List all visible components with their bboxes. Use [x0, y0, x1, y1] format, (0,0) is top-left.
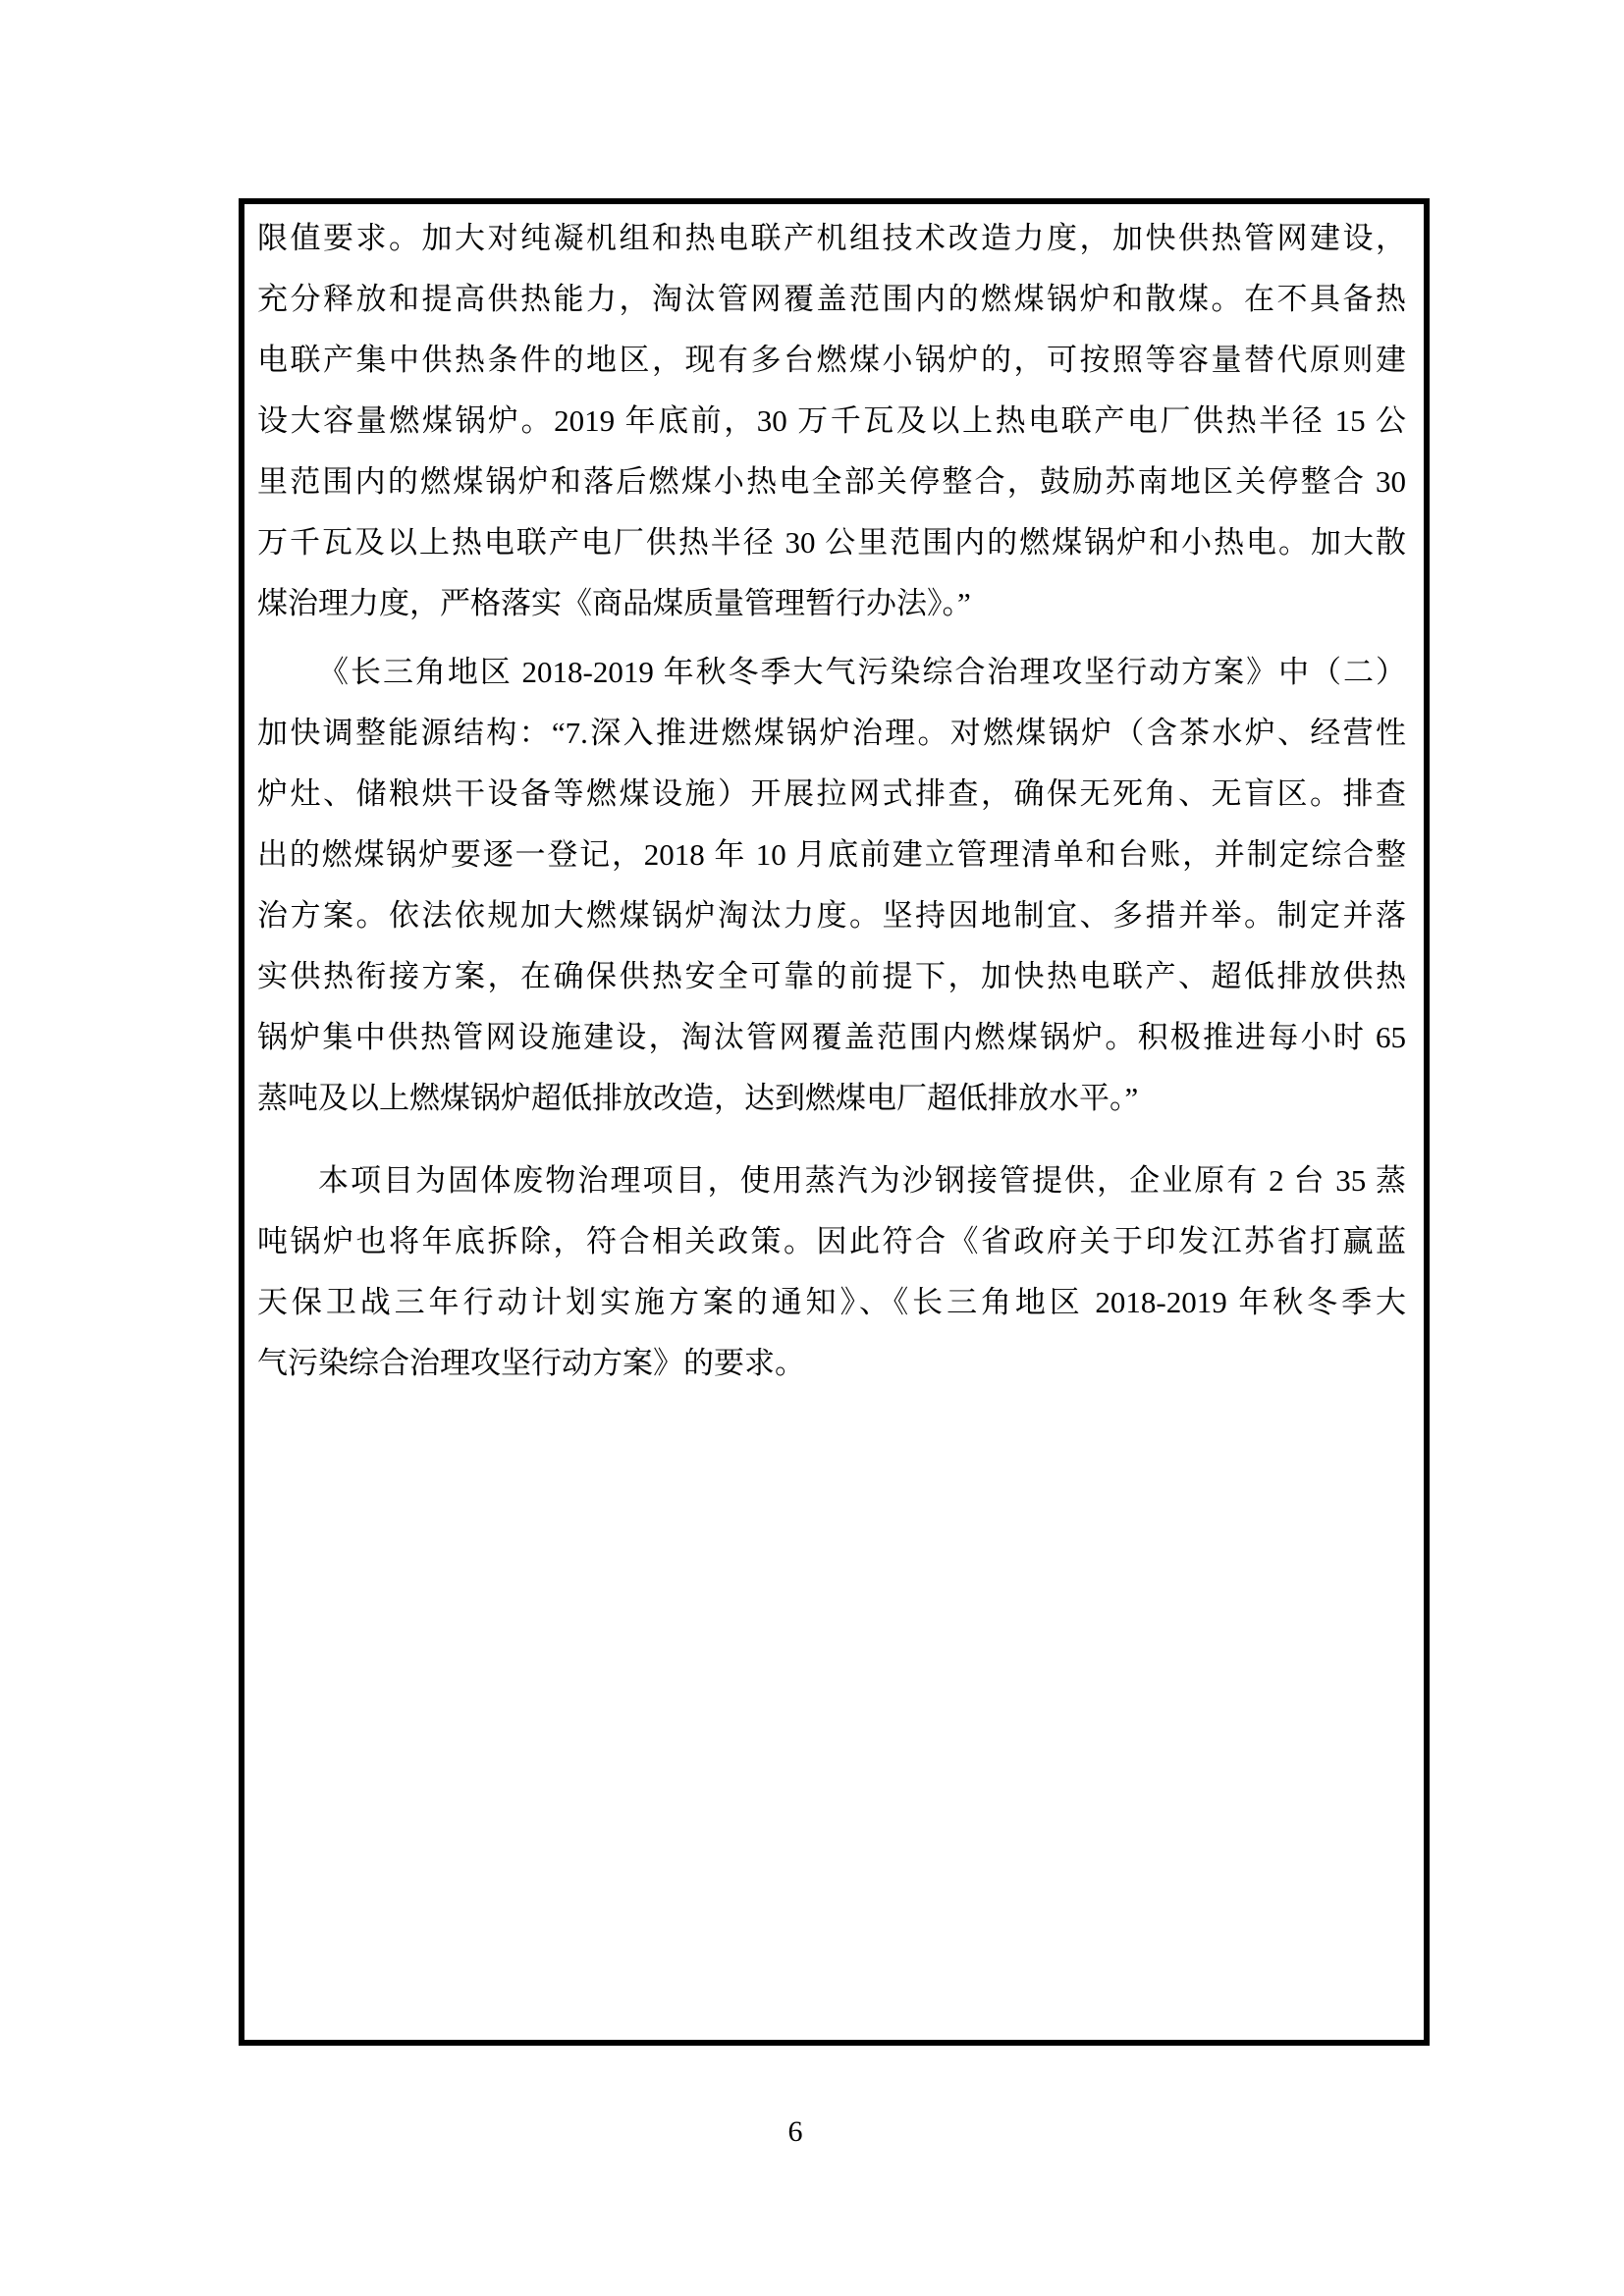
text-line: 炉灶、储粮烘干设备等燃煤设施）开展拉网式排查，确保无死角、无盲区。排查: [257, 776, 1406, 811]
text-line: 天保卫战三年行动计划实施方案的通知》、《长三角地区 2018-2019 年秋冬季大: [257, 1285, 1406, 1319]
text-line: 煤治理力度，严格落实《商品煤质量管理暂行办法》。”: [257, 586, 971, 620]
text-line: 本项目为固体废物治理项目，使用蒸汽为沙钢接管提供，企业原有 2 台 35 蒸: [318, 1163, 1406, 1198]
text-line: 治方案。依法依规加大燃煤锅炉淘汰力度。坚持因地制宜、多措并举。制定并落: [257, 898, 1406, 933]
text-line: 加快调整能源结构：“7.深入推进燃煤锅炉治理。对燃煤锅炉（含茶水炉、经营性: [257, 716, 1406, 750]
text-line: 《长三角地区 2018-2019 年秋冬季大气污染综合治理攻坚行动方案》中（二）: [318, 655, 1406, 689]
paragraph-2: [257, 642, 1406, 1129]
text-line: 吨锅炉也将年底拆除，符合相关政策。因此符合《省政府关于印发江苏省打赢蓝: [257, 1224, 1406, 1258]
paragraph-1: [257, 208, 1406, 634]
paragraph-3: [257, 1150, 1406, 1394]
text-line: 充分释放和提高供热能力，淘汰管网覆盖范围内的燃煤锅炉和散煤。在不具备热: [257, 282, 1406, 316]
text-line: 蒸吨及以上燃煤锅炉超低排放改造，达到燃煤电厂超低排放水平。”: [257, 1081, 1139, 1115]
text-line: 实供热衔接方案，在确保供热安全可靠的前提下，加快热电联产、超低排放供热: [257, 959, 1406, 993]
text-line: 气污染综合治理攻坚行动方案》的要求。: [257, 1346, 805, 1380]
text-line: 电联产集中供热条件的地区，现有多台燃煤小锅炉的，可按照等容量替代原则建: [257, 343, 1406, 377]
text-line: 锅炉集中供热管网设施建设，淘汰管网覆盖范围内燃煤锅炉。积极推进每小时 65: [257, 1020, 1406, 1054]
page-number: 6: [787, 2115, 803, 2148]
text-line: 限值要求。加大对纯凝机组和热电联产机组技术改造力度，加快供热管网建设，: [257, 221, 1406, 255]
text-line: 里范围内的燃煤锅炉和落后燃煤小热电全部关停整合，鼓励苏南地区关停整合 30: [257, 464, 1406, 499]
text-line: 出的燃煤锅炉要逐一登记，2018 年 10 月底前建立管理清单和台账，并制定综合整: [257, 837, 1406, 872]
text-line: 万千瓦及以上热电联产电厂供热半径 30 公里范围内的燃煤锅炉和小热电。加大散: [257, 525, 1406, 560]
document-content-border-box: [239, 198, 1430, 2046]
text-line: 设大容量燃煤锅炉。2019 年底前，30 万千瓦及以上热电联产电厂供热半径 15 公: [257, 403, 1406, 438]
